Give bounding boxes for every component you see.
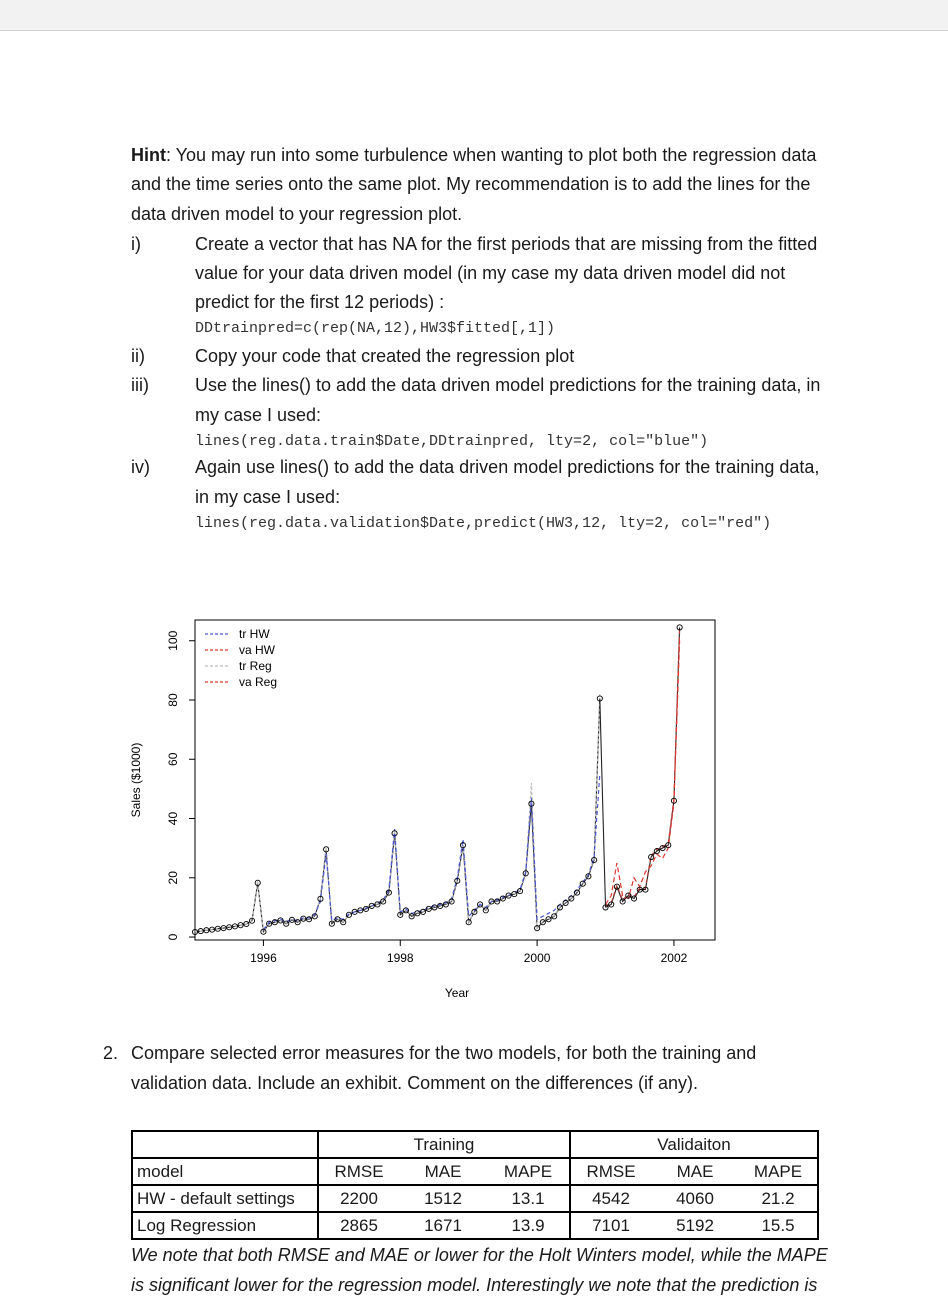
code-snippet: lines(reg.data.train$Date,DDtrainpred, lty=2, col="blue") [195, 433, 709, 450]
question-text: Compare selected error measures for the two models, for both the training and [131, 1043, 757, 1063]
y-tick-label: 100 [166, 630, 180, 651]
y-tick-label: 60 [166, 752, 180, 766]
table-cell: model [132, 1158, 318, 1185]
table-cell: 2865 [318, 1212, 399, 1239]
x-tick-label: 1998 [386, 951, 414, 965]
step-text: Use the lines() to add the data driven model predictions for the training data, in [195, 375, 821, 395]
legend-label: va HW [239, 643, 275, 657]
table-cell: 7101 [570, 1212, 651, 1239]
table-header-row [132, 1131, 818, 1158]
error-table [131, 1130, 819, 1240]
step-number: iv) [131, 457, 150, 477]
step-number: ii) [131, 346, 145, 366]
table-cell: 5192 [676, 1215, 714, 1235]
x-axis-label: Year [444, 986, 470, 1000]
plot-frame [195, 620, 715, 940]
conclusion-line: is significant lower for the regression model. Interestingly we note that the prediction is [131, 1275, 818, 1295]
code-snippet: DDtrainpred=c(rep(NA,12),HW3$fitted[,1]) [195, 320, 556, 337]
sales-chart [120, 600, 740, 1010]
y-tick-label: 40 [166, 811, 180, 826]
conclusion-line: We note that both RMSE and MAE or lower for the Holt Winters model, while the MAPE [131, 1245, 828, 1265]
y-tick-label: 20 [166, 871, 180, 885]
table-cell: 4060 [676, 1188, 714, 1208]
code-snippet: lines(reg.data.validation$Date,predict(HW3,12, lty=2, col="red") [195, 515, 772, 532]
table-cell: MAE [424, 1161, 462, 1181]
table-cell: 1671 [424, 1215, 462, 1235]
top-toolbar [0, 0, 948, 31]
question-number: 2. [103, 1043, 119, 1063]
step-text: Create a vector that has NA for the first periods that are missing from the fitted [195, 234, 818, 254]
step-text: Copy your code that created the regression plot [195, 346, 575, 366]
y-axis-label: Sales ($1000) [129, 742, 143, 818]
table-cell: 2200 [318, 1185, 399, 1212]
step-number: iii) [131, 375, 149, 395]
group-header-validation: Validaiton [570, 1131, 818, 1158]
legend-label: va Reg [239, 675, 278, 689]
x-tick-label: 2002 [660, 951, 688, 965]
table-cell: RMSE [570, 1158, 651, 1185]
hw-validation-line [606, 641, 680, 905]
y-tick-label: 80 [166, 693, 180, 707]
table-cell: 4542 [570, 1185, 651, 1212]
hint-line-2: and the time series onto the same plot. My recommendation is to add the lines for the [131, 174, 811, 194]
table-cell: HW - default settings [132, 1185, 318, 1212]
x-tick-label: 1996 [250, 951, 277, 965]
table-cell: RMSE [318, 1158, 399, 1185]
step-number: i) [131, 234, 141, 254]
table-row [132, 1158, 818, 1185]
hint-line-3: data driven model to your regression plot. [131, 204, 463, 224]
table-cell: 1512 [424, 1188, 462, 1208]
group-header-training: Training [318, 1131, 570, 1158]
step-text: value for your data driven model (in my case my data driven model did not [195, 263, 786, 283]
y-tick-label: 0 [166, 933, 180, 941]
legend-label: tr HW [239, 627, 270, 641]
conclusion-text [131, 1240, 828, 1300]
hw-train-line [263, 774, 599, 930]
step-text: my case I used: [195, 405, 322, 425]
table-cell: 13.1 [511, 1188, 545, 1208]
step-text: in my case I used: [195, 487, 341, 507]
table-row [132, 1212, 818, 1239]
actual-connector [600, 699, 606, 908]
legend-label: tr Reg [239, 659, 272, 673]
table-cell: MAE [676, 1161, 714, 1181]
table-cell: 13.9 [511, 1215, 545, 1235]
table-cell: Log Regression [132, 1212, 318, 1239]
x-tick-label: 2000 [523, 951, 551, 965]
table-cell: 15.5 [739, 1212, 818, 1239]
step-text: Again use lines() to add the data driven model predictions for the training data, [195, 457, 820, 477]
table-cell [132, 1131, 318, 1158]
table-cell: MAPE [503, 1161, 553, 1181]
hint-line-1: Hint: You may run into some turbulence when wanting to plot both the regression data [131, 145, 817, 165]
table-cell: MAPE [739, 1158, 818, 1185]
step-text: predict for the first 12 periods) : [195, 292, 445, 312]
question-text: validation data. Include an exhibit. Comment on the differences (if any). [131, 1073, 698, 1093]
table-cell: 21.2 [739, 1185, 818, 1212]
table-row [132, 1185, 818, 1212]
